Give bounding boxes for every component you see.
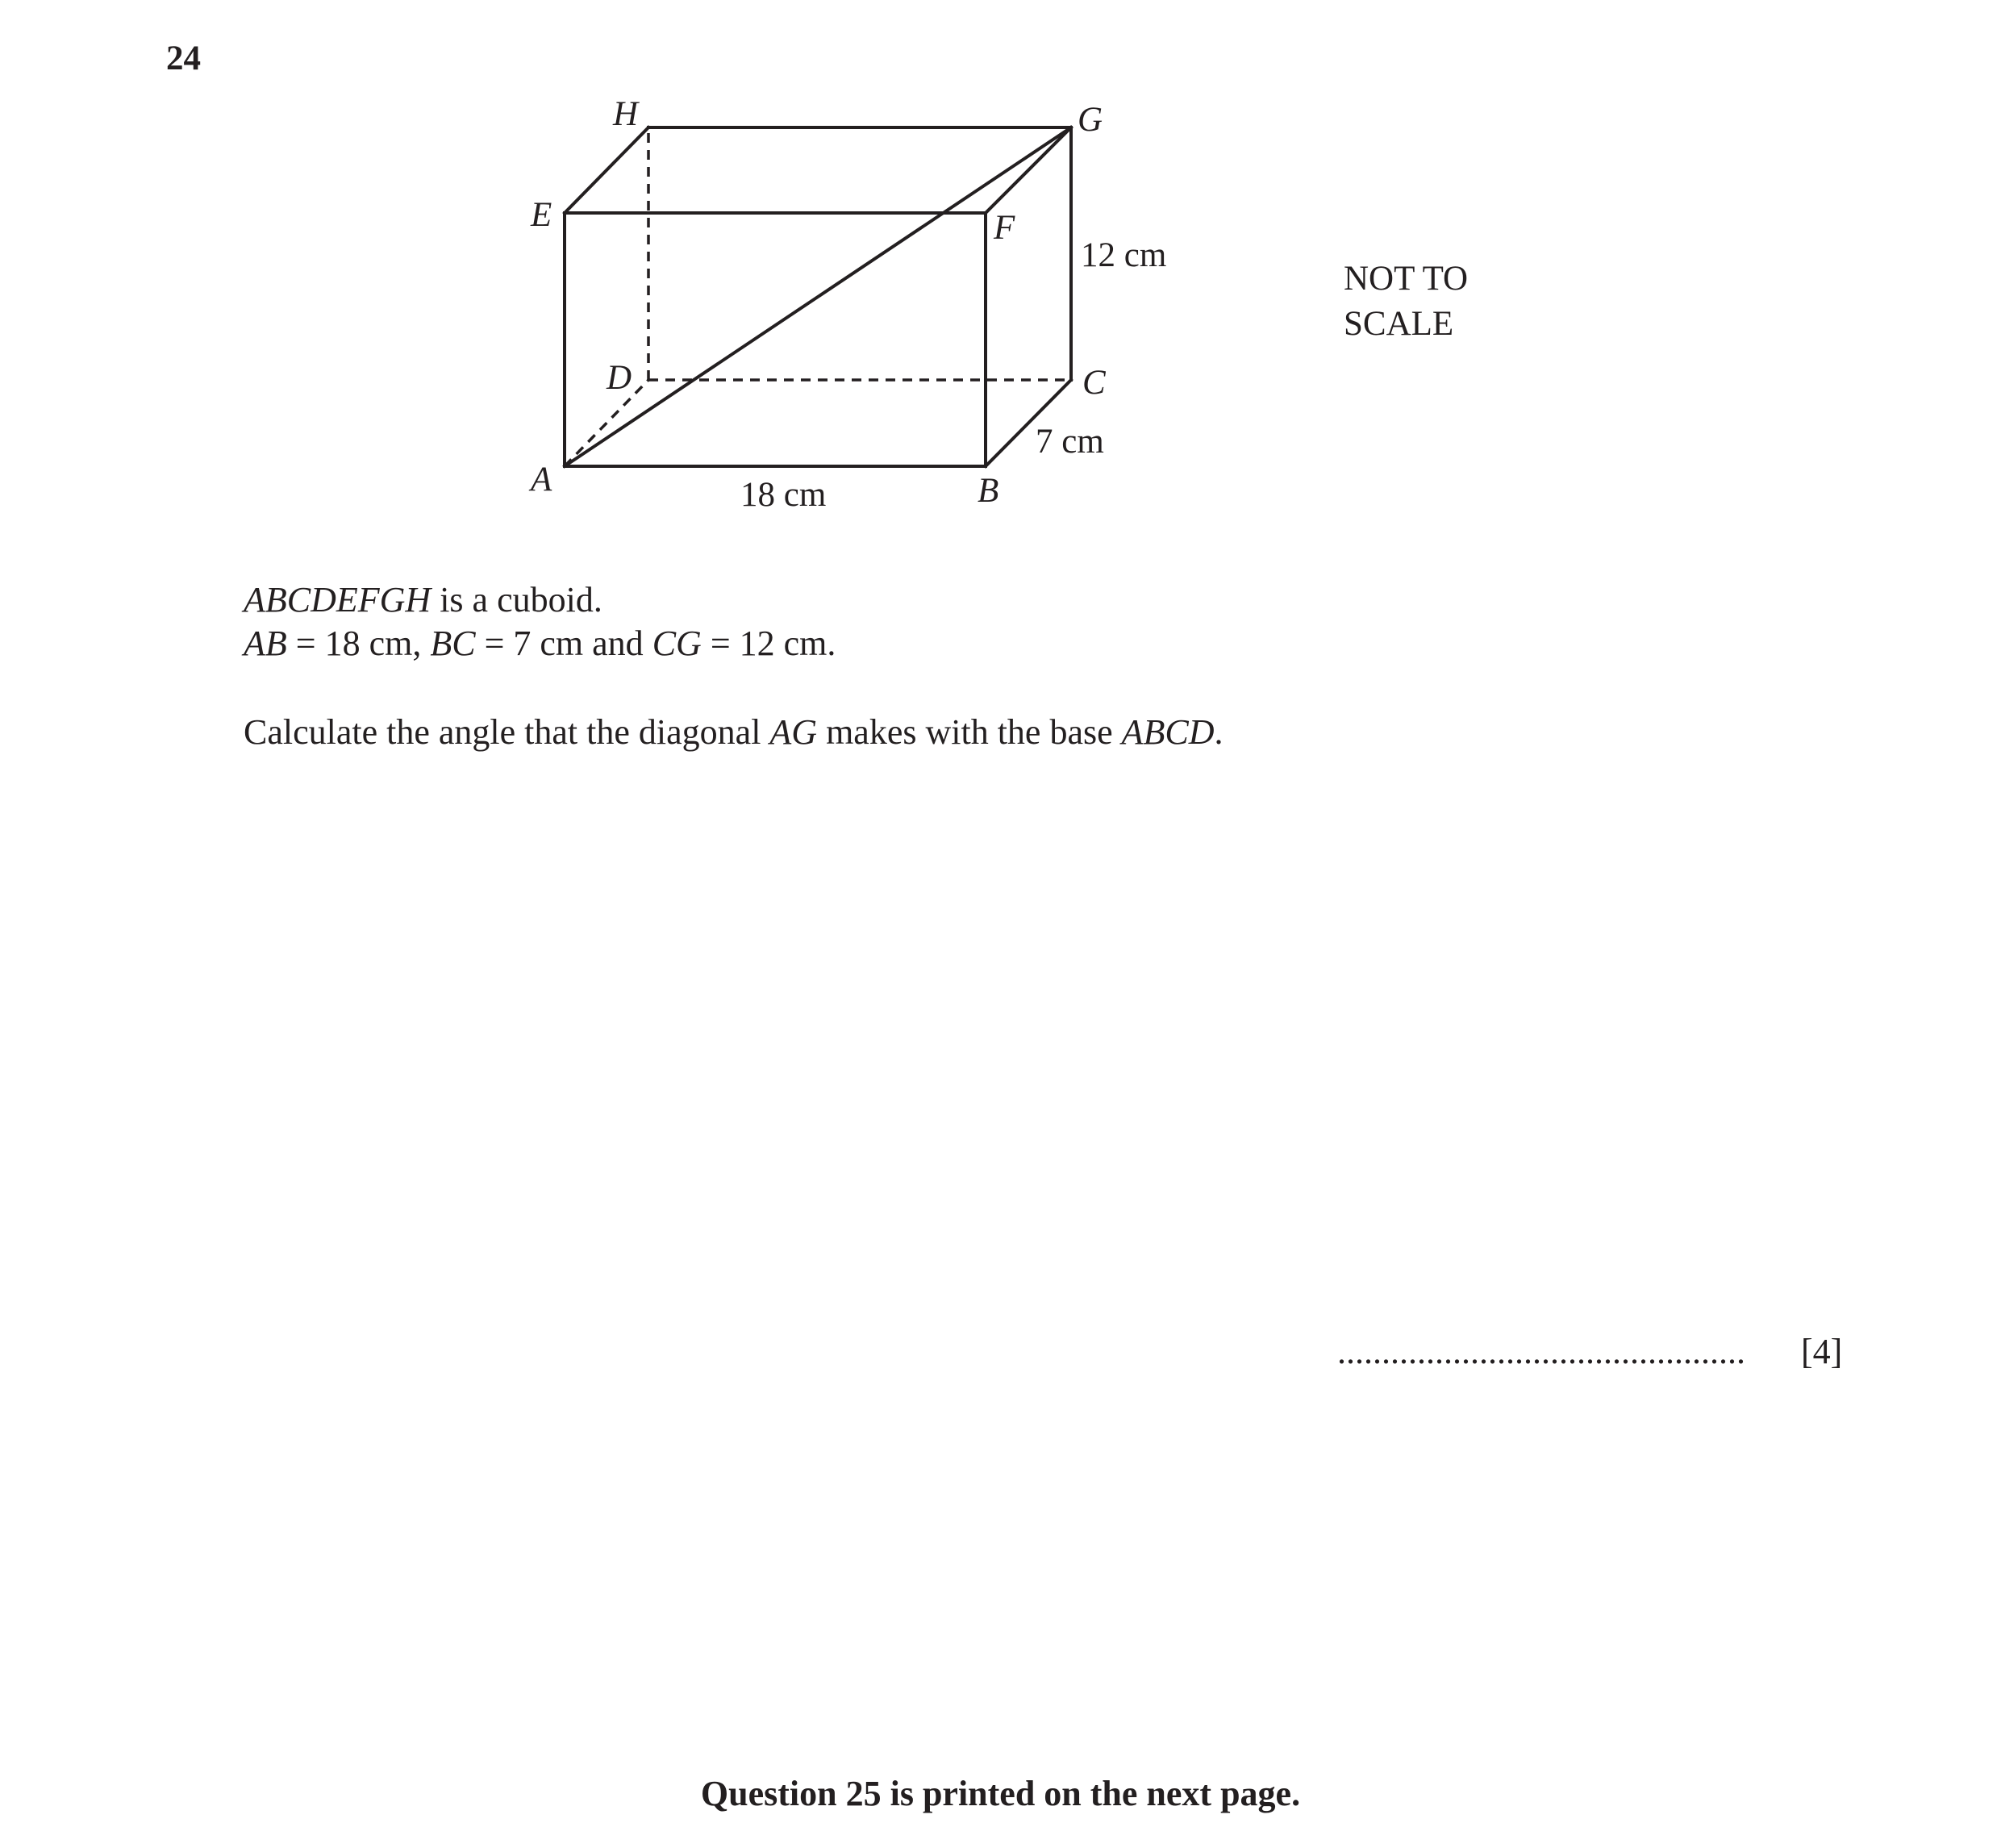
dimension-label-bc: 7 cm — [1036, 423, 1104, 461]
question-prompt — [244, 711, 1224, 753]
dimension-label-cg: 12 cm — [1081, 236, 1167, 274]
dimension-label-ab: 18 cm — [740, 476, 827, 514]
cuboid-diagram — [0, 0, 2001, 565]
prompt-diagonal: AG — [769, 712, 818, 752]
vertex-label-d: D — [607, 359, 632, 397]
edge-eh — [565, 127, 648, 213]
cg-label: CG — [652, 624, 702, 663]
not-to-scale-line-2: SCALE — [1344, 305, 1454, 343]
not-to-scale-note — [1344, 257, 1468, 347]
cuboid-name: ABCDEFGH — [244, 580, 431, 619]
edge-gf — [986, 127, 1071, 213]
vertex-label-h: H — [613, 95, 639, 133]
ab-value: = 18 cm, — [286, 624, 431, 663]
vertex-label-c: C — [1082, 364, 1106, 402]
statement-line-2 — [244, 623, 836, 664]
prompt-end: . — [1214, 712, 1224, 752]
vertex-label-e: E — [531, 196, 552, 234]
bc-label: BC — [430, 624, 476, 663]
statement-line-1-rest: is a cuboid. — [431, 580, 602, 619]
bc-value: = 7 cm and — [475, 624, 652, 663]
vertex-label-f: F — [994, 209, 1015, 247]
vertex-label-b: B — [978, 472, 999, 510]
prompt-middle: makes with the base — [817, 712, 1122, 752]
cg-value: = 12 cm. — [701, 624, 836, 663]
prompt-base: ABCD — [1121, 712, 1215, 752]
ab-label: AB — [244, 624, 287, 663]
footer-note: Question 25 is printed on the next page. — [700, 1774, 1301, 1813]
question-number: 24 — [166, 40, 201, 77]
prompt-before: Calculate the angle that the diagonal — [244, 712, 770, 752]
marks-badge: [4] — [1801, 1332, 1843, 1371]
statement-line-1 — [244, 579, 602, 620]
answer-line[interactable]: .............................................. — [1337, 1332, 1745, 1371]
not-to-scale-line-1: NOT TO — [1344, 260, 1469, 298]
vertex-label-a: A — [531, 461, 552, 499]
diagonal-ag — [565, 127, 1071, 466]
vertex-label-g: G — [1078, 101, 1103, 139]
